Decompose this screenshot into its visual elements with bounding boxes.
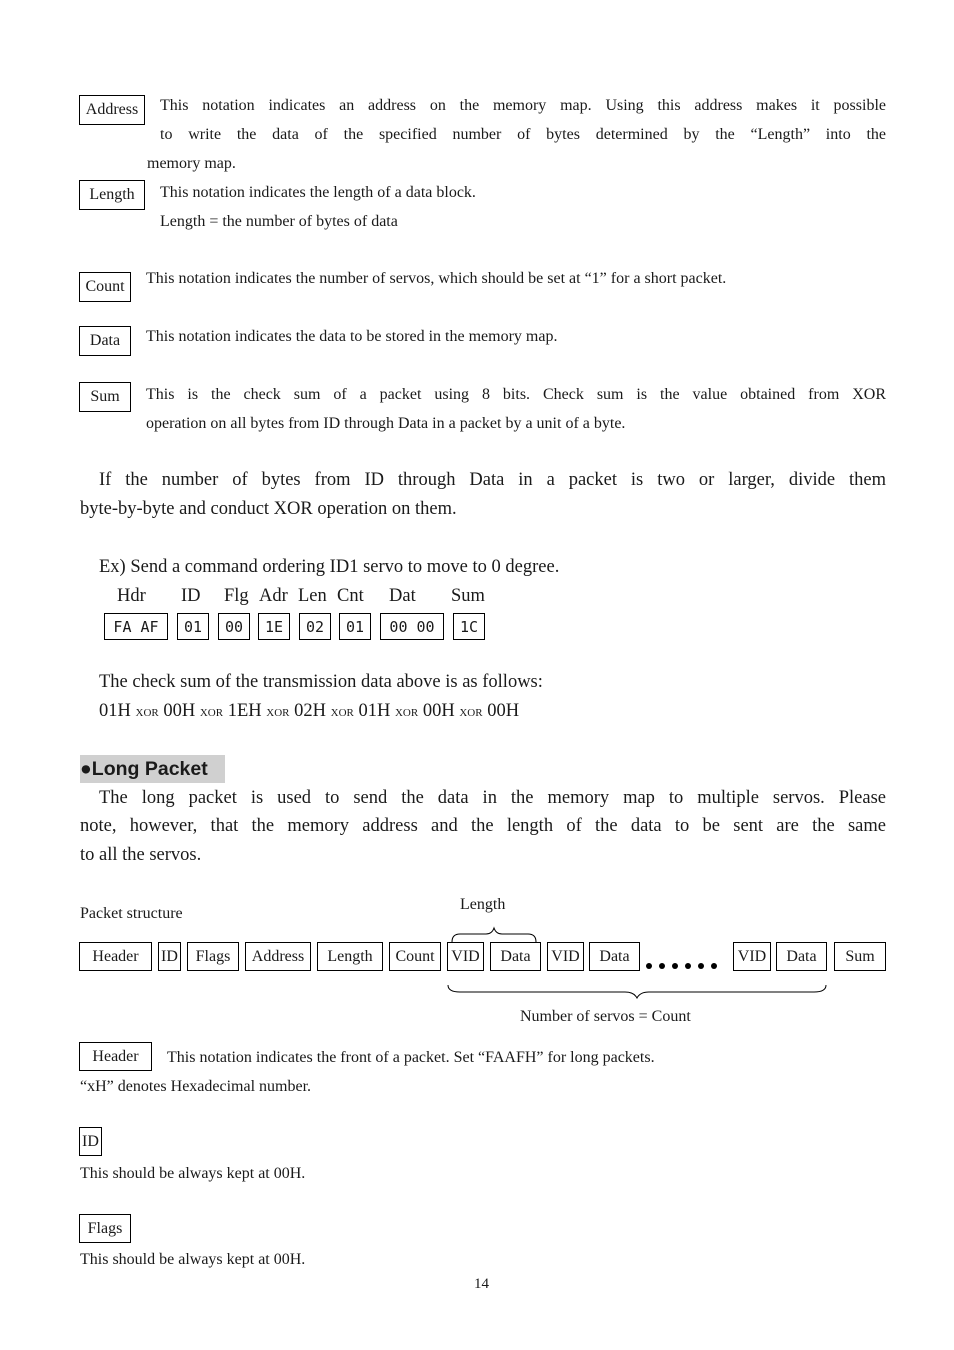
example-header-flg: Flg <box>224 586 249 606</box>
ellipsis-dot <box>672 963 678 969</box>
header-term-box: Header <box>79 1042 152 1071</box>
packet-cell-header: Header <box>79 942 152 971</box>
count-desc: This notation indicates the number of servos, which should be set at “1” for a short packet. <box>146 270 727 287</box>
checksum-term: 00H <box>487 701 520 721</box>
sum-desc-line1: This is the check sum of a packet using 8 bits. Check sum is the value obtained from XOR <box>146 386 886 403</box>
xor-operator: xor <box>459 704 483 720</box>
example-header-id: ID <box>181 586 201 606</box>
ellipsis-dot <box>646 963 652 969</box>
ellipsis-dot <box>685 963 691 969</box>
ellipsis-dot <box>659 963 665 969</box>
address-desc-line3: memory map. <box>147 155 236 172</box>
checksum-expression <box>99 697 519 727</box>
packet-cell-count: Count <box>389 942 441 971</box>
sum-desc-line2: operation on all bytes from ID through Data in a packet by a unit of a byte. <box>146 415 626 432</box>
checksum-term: 01H <box>99 701 131 721</box>
checksum-term: 01H <box>358 701 391 721</box>
data-desc: This notation indicates the data to be stored in the memory map. <box>146 328 558 345</box>
xor-operator: xor <box>330 704 354 720</box>
packet-cell-length: Length <box>317 942 383 971</box>
count-term-box: Count <box>79 272 131 302</box>
header-desc: This notation indicates the front of a packet. Set “FAAFH” for long packets. <box>167 1049 655 1066</box>
id-desc: This should be always kept at 00H. <box>80 1165 306 1182</box>
flags-desc: This should be always kept at 00H. <box>80 1251 306 1268</box>
example-byte-id: 01 <box>177 613 209 640</box>
address-desc-line1: This notation indicates an address on the memory map. Using this address makes it possible <box>160 97 886 114</box>
example-header-len: Len <box>298 586 327 606</box>
example-byte-sum: 1C <box>453 613 485 640</box>
packet-cell-sum: Sum <box>834 942 886 971</box>
packet-cell-vid: VID <box>733 942 771 971</box>
checksum-term: 00H <box>163 701 196 721</box>
ellipsis-dot <box>698 963 704 969</box>
long-packet-para-line3: to all the servos. <box>80 845 202 865</box>
example-header-adr: Adr <box>259 586 288 606</box>
long-packet-para-line2: note, however, that the memory address and the length of the data to be sent are the same <box>80 816 886 836</box>
packet-structure-caption: Packet structure <box>80 905 183 922</box>
example-byte-dat: 00 00 <box>380 613 444 640</box>
section-heading-long-packet: ●Long Packet <box>80 755 225 783</box>
xor-operator: xor <box>266 704 290 720</box>
packet-cell-vid: VID <box>447 942 484 971</box>
xor-operator: xor <box>135 704 159 720</box>
packet-cell-vid: VID <box>547 942 584 971</box>
address-term-box: Address <box>79 95 145 125</box>
page-number: 14 <box>474 1276 489 1292</box>
example-byte-hdr: FA AF <box>104 613 168 640</box>
sum-term-box: Sum <box>79 382 131 412</box>
xor-paragraph-line1: If the number of bytes from ID through Data in a packet is two or larger, divide them <box>99 470 886 490</box>
packet-cell-data: Data <box>589 942 640 971</box>
example-byte-adr: 1E <box>258 613 290 640</box>
xor-paragraph-line2: byte-by-byte and conduct XOR operation on them. <box>80 499 457 519</box>
ellipsis-dot <box>711 963 717 969</box>
length-brace-label: Length <box>460 896 506 913</box>
count-brace <box>448 985 826 998</box>
data-term-box: Data <box>79 326 131 356</box>
checksum-term: 02H <box>294 701 326 721</box>
flags-term-box: Flags <box>79 1214 131 1243</box>
checksum-intro: The check sum of the transmission data above is as follows: <box>99 672 543 692</box>
example-header-cnt: Cnt <box>337 586 364 606</box>
checksum-term: 1EH <box>227 701 262 721</box>
length-desc-line2: Length = the number of bytes of data <box>160 213 398 230</box>
length-brace <box>452 928 536 942</box>
example-header-hdr: Hdr <box>117 586 146 606</box>
length-desc-line1: This notation indicates the length of a data block. <box>160 184 476 201</box>
address-desc-line2: to write the data of the specified number of bytes determined by the “Length” into the <box>160 126 886 143</box>
count-brace-label: Number of servos = Count <box>520 1008 691 1025</box>
checksum-term: 00H <box>422 701 455 721</box>
id-term-box: ID <box>79 1127 102 1156</box>
packet-cell-data: Data <box>490 942 541 971</box>
packet-cell-data: Data <box>776 942 827 971</box>
packet-cell-id: ID <box>158 942 181 971</box>
hex-note: “xH” denotes Hexadecimal number. <box>80 1078 312 1095</box>
example-byte-cnt: 01 <box>339 613 371 640</box>
example-byte-len: 02 <box>299 613 331 640</box>
example-title: Ex) Send a command ordering ID1 servo to move to 0 degree. <box>99 557 560 577</box>
xor-operator: xor <box>199 704 224 720</box>
example-byte-flg: 00 <box>218 613 250 640</box>
packet-cell-flags: Flags <box>187 942 239 971</box>
packet-cell-address: Address <box>245 942 311 971</box>
example-header-sum: Sum <box>451 586 485 606</box>
example-header-dat: Dat <box>389 586 416 606</box>
length-term-box: Length <box>79 180 145 210</box>
xor-operator: xor <box>394 704 419 720</box>
long-packet-para-line1: The long packet is used to send the data in the memory map to multiple servos. Please <box>99 788 886 808</box>
